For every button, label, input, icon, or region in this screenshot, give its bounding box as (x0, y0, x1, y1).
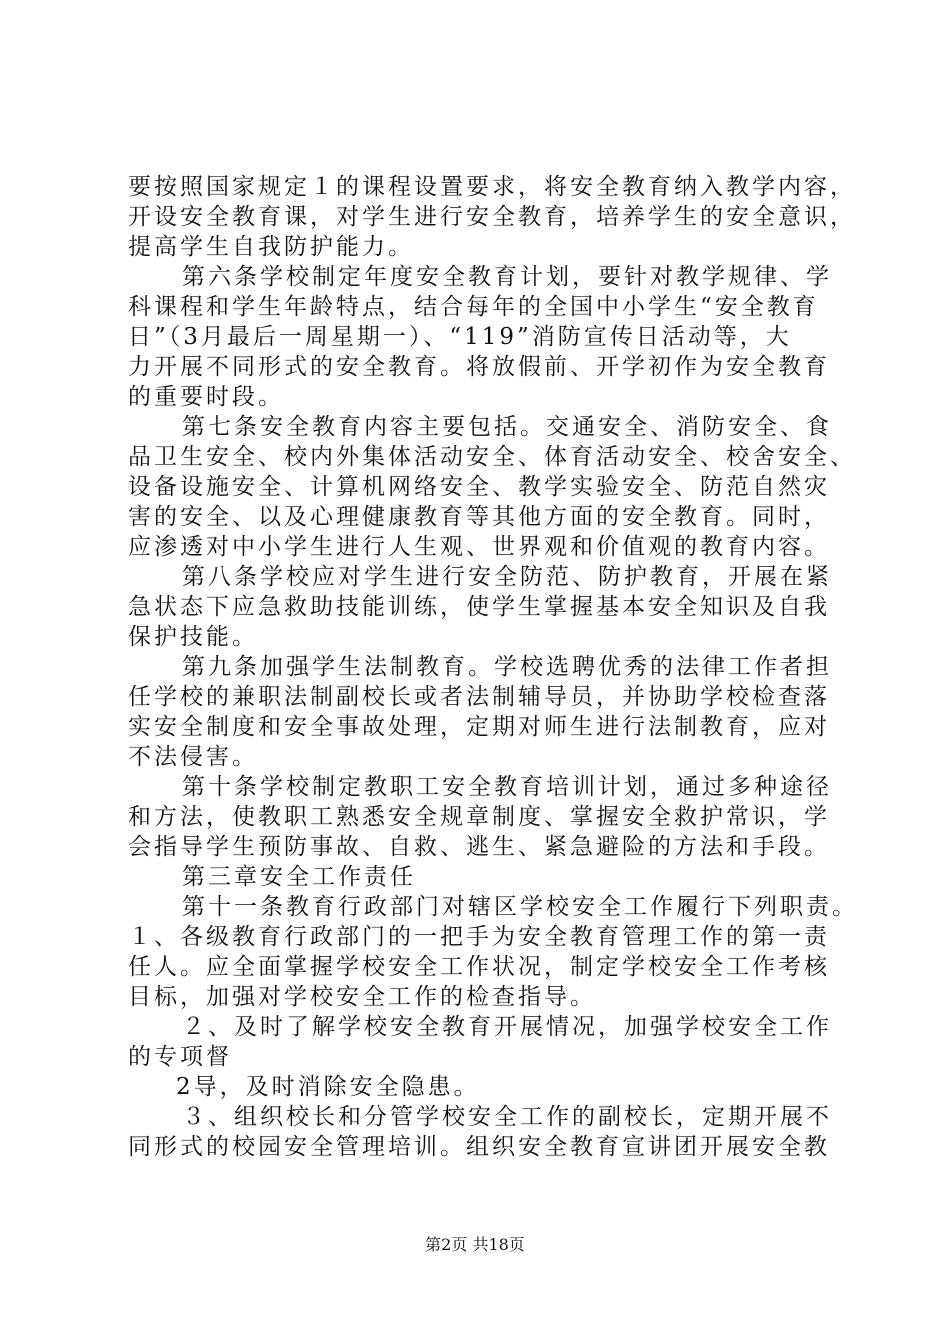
document-body (128, 172, 858, 1162)
text-line: 同形式的校园安全管理培训。组织安全教育宣讲团开展安全教 (128, 1134, 830, 1160)
text-line: 第九条加强学生法制教育。学校选聘优秀的法律工作者担 (182, 654, 832, 680)
text-line: 2导，及时消除安全隐患。 (176, 1074, 480, 1100)
text-line: 害的安全、以及心理健康教育等其他方面的安全教育。同时， (128, 504, 830, 530)
text-line: 保护技能。 (128, 624, 258, 650)
text-line: 的重要时段。 (128, 384, 284, 410)
page-footer: 第2页 共18页 (425, 1235, 525, 1254)
text-line: 任人。应全面掌握学校安全工作状况，制定学校安全工作考核 (128, 954, 830, 980)
text-line: 任学校的兼职法制副校长或者法制辅导员，并协助学校检查落 (128, 684, 830, 710)
text-line: 力开展不同形式的安全教育。将放假前、开学初作为安全教育 (128, 354, 830, 380)
text-line: 品卫生安全、校内外集体活动安全、体育活动安全、校舍安全、 (128, 444, 856, 470)
text-line: 的专项督 (128, 1044, 232, 1070)
text-line: 科课程和学生年龄特点，结合每年的全国中小学生“安全教育 (128, 294, 819, 320)
text-line: 急状态下应急救助技能训练，使学生掌握基本安全知识及自我 (128, 594, 830, 620)
text-line: 不法侵害。 (128, 744, 258, 770)
text-line: 日”（3月最后一周星期一）、“119”消防宣传日活动等，大 (128, 324, 792, 350)
text-line: ３、组织校长和分管学校安全工作的副校长，定期开展不 (182, 1104, 832, 1130)
text-line: ２、及时了解学校安全教育开展情况，加强学校安全工作 (182, 1014, 832, 1040)
text-line: 会指导学生预防事故、自救、逃生、紧急避险的方法和手段。 (128, 834, 830, 860)
text-line: 第六条学校制定年度安全教育计划，要针对教学规律、学 (182, 264, 832, 290)
text-line: 开设安全教育课，对学生进行安全教育，培养学生的安全意识， (128, 204, 856, 230)
text-line: 实安全制度和安全事故处理，定期对师生进行法制教育，应对 (128, 714, 830, 740)
text-line: 第十一条教育行政部门对辖区学校安全工作履行下列职责。 (182, 894, 858, 920)
text-line: 目标，加强对学校安全工作的检查指导。 (128, 984, 596, 1010)
text-line: １、各级教育行政部门的一把手为安全教育管理工作的第一责 (128, 924, 830, 950)
text-line: 第七条安全教育内容主要包括。交通安全、消防安全、食 (182, 414, 832, 440)
text-line: 和方法，使教职工熟悉安全规章制度、掌握安全救护常识，学 (128, 804, 830, 830)
text-line: 应渗透对中小学生进行人生观、世界观和价值观的教育内容。 (128, 534, 830, 560)
text-line: 设备设施安全、计算机网络安全、教学实验安全、防范自然灾 (128, 474, 830, 500)
text-line: 第八条学校应对学生进行安全防范、防护教育，开展在紧 (182, 564, 832, 590)
chapter-heading: 第三章安全工作责任 (182, 864, 416, 890)
text-line: 提高学生自我防护能力。 (128, 234, 414, 260)
text-line: 要按照国家规定１的课程设置要求，将安全教育纳入教学内容， (128, 174, 856, 200)
text-line: 第十条学校制定教职工安全教育培训计划，通过多种途径 (182, 774, 832, 800)
